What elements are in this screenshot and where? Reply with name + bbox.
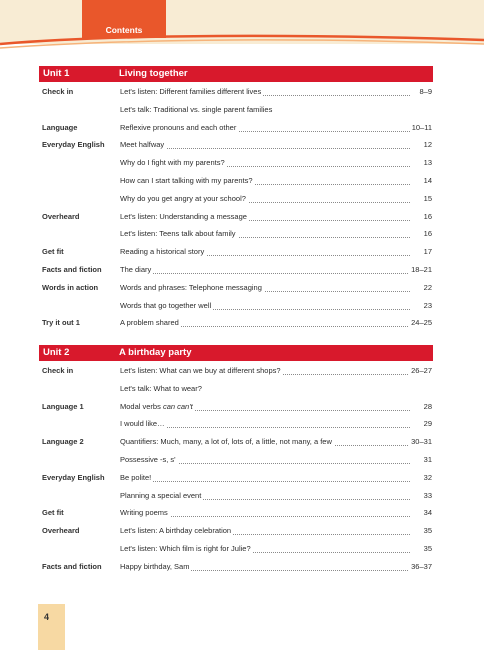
section-label: Everyday English — [42, 140, 105, 150]
toc-row — [42, 489, 432, 505]
entry-title-text: Modal verbs — [120, 401, 163, 411]
entry-title-text: Let's listen: A birthday celebration — [120, 526, 232, 536]
entry-title-text: Reading a historical story — [120, 247, 205, 257]
toc-row — [42, 281, 432, 297]
entry-title-text: Why do you get angry at your school? — [120, 193, 246, 203]
toc-row — [42, 417, 432, 433]
toc-row — [42, 103, 432, 119]
toc-row — [42, 542, 432, 558]
entry-title — [120, 283, 264, 292]
entry-title — [120, 544, 253, 553]
entry-title — [120, 419, 167, 428]
entry-title — [120, 437, 334, 446]
section-label: Language — [42, 122, 78, 132]
toc-row — [42, 299, 432, 315]
toc-row — [42, 506, 432, 522]
dot-leader — [122, 481, 410, 482]
toc-row — [42, 524, 432, 540]
entry-title-text: Let's talk: What to wear? — [120, 383, 202, 393]
unit-1-header — [39, 66, 433, 82]
entry-title — [120, 318, 181, 327]
entry-title — [120, 402, 195, 411]
toc-row — [42, 174, 432, 190]
entry-title-text: I would like… — [120, 419, 165, 429]
entry-title-text: Let's listen: Understanding a message — [120, 211, 247, 221]
entry-title — [120, 194, 248, 203]
page-range: 35 — [423, 544, 432, 553]
entry-title-text: Reflexive pronouns and each other — [120, 122, 237, 132]
entry-title — [120, 526, 233, 535]
entry-title-text: Why do I fight with my parents? — [120, 158, 225, 168]
toc-row — [42, 85, 432, 101]
page-range: 34 — [423, 508, 432, 518]
unit-2-header — [39, 345, 433, 361]
page-range: 17 — [423, 247, 432, 257]
section-label: Facts and fiction — [42, 265, 102, 274]
entry-title — [120, 176, 255, 185]
entry-title — [120, 562, 191, 571]
entry-title-text: Let's listen: Different families different lives — [120, 87, 262, 96]
entry-title-text: Happy birthday, Sam — [120, 561, 190, 571]
entry-title — [120, 384, 204, 393]
entry-title-text: A problem shared — [120, 318, 179, 328]
page-range: 31 — [423, 455, 432, 464]
toc-row — [42, 364, 432, 380]
dot-leader — [122, 273, 410, 274]
toc-row — [42, 138, 432, 154]
page-range: 13 — [423, 158, 432, 168]
entry-title — [120, 105, 274, 114]
page-range: 29 — [423, 419, 432, 429]
entry-title — [120, 87, 263, 96]
entry-title-italic: can can't — [162, 401, 193, 411]
entry-title — [120, 140, 166, 149]
page-range: 35 — [423, 526, 432, 536]
section-label: Try it out 1 — [42, 318, 80, 328]
toc-row — [42, 471, 432, 487]
entry-title — [120, 265, 153, 274]
section-label: Overheard — [42, 211, 80, 221]
section-label: Language 1 — [42, 401, 84, 411]
unit-label: Unit 2 — [43, 347, 70, 358]
toc-row — [42, 227, 432, 243]
entry-title — [120, 455, 178, 464]
page-range: 32 — [423, 472, 432, 482]
page-range: 15 — [423, 193, 432, 203]
page-range: 10–11 — [411, 122, 432, 132]
entry-title-text: How can I start talking with my parents? — [120, 176, 253, 185]
toc-row — [42, 263, 432, 279]
entry-title — [120, 123, 238, 132]
page-range: 8–9 — [419, 87, 432, 96]
page-range: 36–37 — [411, 561, 432, 571]
entry-title-text: Planning a special event — [120, 490, 202, 500]
section-label: Facts and fiction — [42, 561, 102, 571]
page-range: 14 — [423, 176, 432, 185]
entry-title-text: Let's listen: Which film is right for Julie? — [120, 544, 251, 553]
toc-row — [42, 435, 432, 451]
entry-title-text: Words and phrases: Telephone messaging — [120, 282, 262, 292]
entry-title-text: Let's talk: Traditional vs. single parent families — [120, 104, 273, 114]
toc-row — [42, 156, 432, 172]
toc-row — [42, 192, 432, 208]
toc-row — [42, 316, 432, 332]
page-range: 18–21 — [411, 265, 432, 274]
page-range: 28 — [423, 401, 432, 411]
entry-title — [120, 212, 249, 221]
section-label: Get fit — [42, 508, 64, 518]
page-range: 12 — [423, 140, 432, 150]
entry-title — [120, 366, 283, 375]
entry-title — [120, 473, 153, 482]
section-label: Overheard — [42, 526, 80, 536]
entry-title — [120, 491, 203, 500]
section-label: Everyday English — [42, 472, 105, 482]
page-range: 33 — [423, 490, 432, 500]
page-range: 16 — [423, 211, 432, 221]
page-range: 30–31 — [411, 437, 432, 447]
entry-title — [120, 301, 213, 310]
toc-row — [42, 121, 432, 137]
entry-title-text: Quantifiers: Much, many, a lot of, lots of, a little, not many, a few — [120, 437, 332, 447]
entry-title-text: The diary — [120, 265, 152, 274]
toc-row — [42, 560, 432, 576]
unit-title: A birthday party — [119, 347, 192, 358]
unit-label: Unit 1 — [43, 68, 70, 79]
toc-row — [42, 400, 432, 416]
header-swoosh — [0, 30, 484, 50]
section-label: Get fit — [42, 247, 64, 257]
entry-title — [120, 158, 227, 167]
entry-title-text: Words that go together well — [120, 300, 212, 310]
toc-row — [42, 382, 432, 398]
page-range: 23 — [423, 300, 432, 310]
toc-row — [42, 245, 432, 261]
entry-title — [120, 508, 170, 517]
entry-title-text: Let's listen: What can we buy at different shops? — [120, 366, 281, 375]
entry-title-text: Meet halfway — [120, 140, 165, 150]
entry-title — [120, 229, 238, 238]
section-label: Check in — [42, 87, 74, 96]
entry-title-text: Writing poems — [120, 508, 168, 518]
page-range: 16 — [423, 229, 432, 239]
page-number: 4 — [38, 604, 65, 650]
page-range: 24–25 — [411, 318, 432, 328]
section-label: Check in — [42, 366, 74, 375]
page-range: 22 — [423, 282, 432, 292]
toc-row — [42, 210, 432, 226]
toc-row — [42, 453, 432, 469]
entry-title-text: Let's listen: Teens talk about family — [120, 229, 236, 239]
section-label: Words in action — [42, 282, 99, 292]
entry-title — [120, 247, 206, 256]
entry-title-text: Possessive -s, s' — [120, 455, 176, 464]
section-label: Language 2 — [42, 437, 84, 447]
contents-tab: Contents — [82, 0, 166, 38]
page-range: 26–27 — [411, 366, 432, 375]
unit-title: Living together — [119, 68, 188, 79]
entry-title-text: Be polite! — [120, 472, 152, 482]
